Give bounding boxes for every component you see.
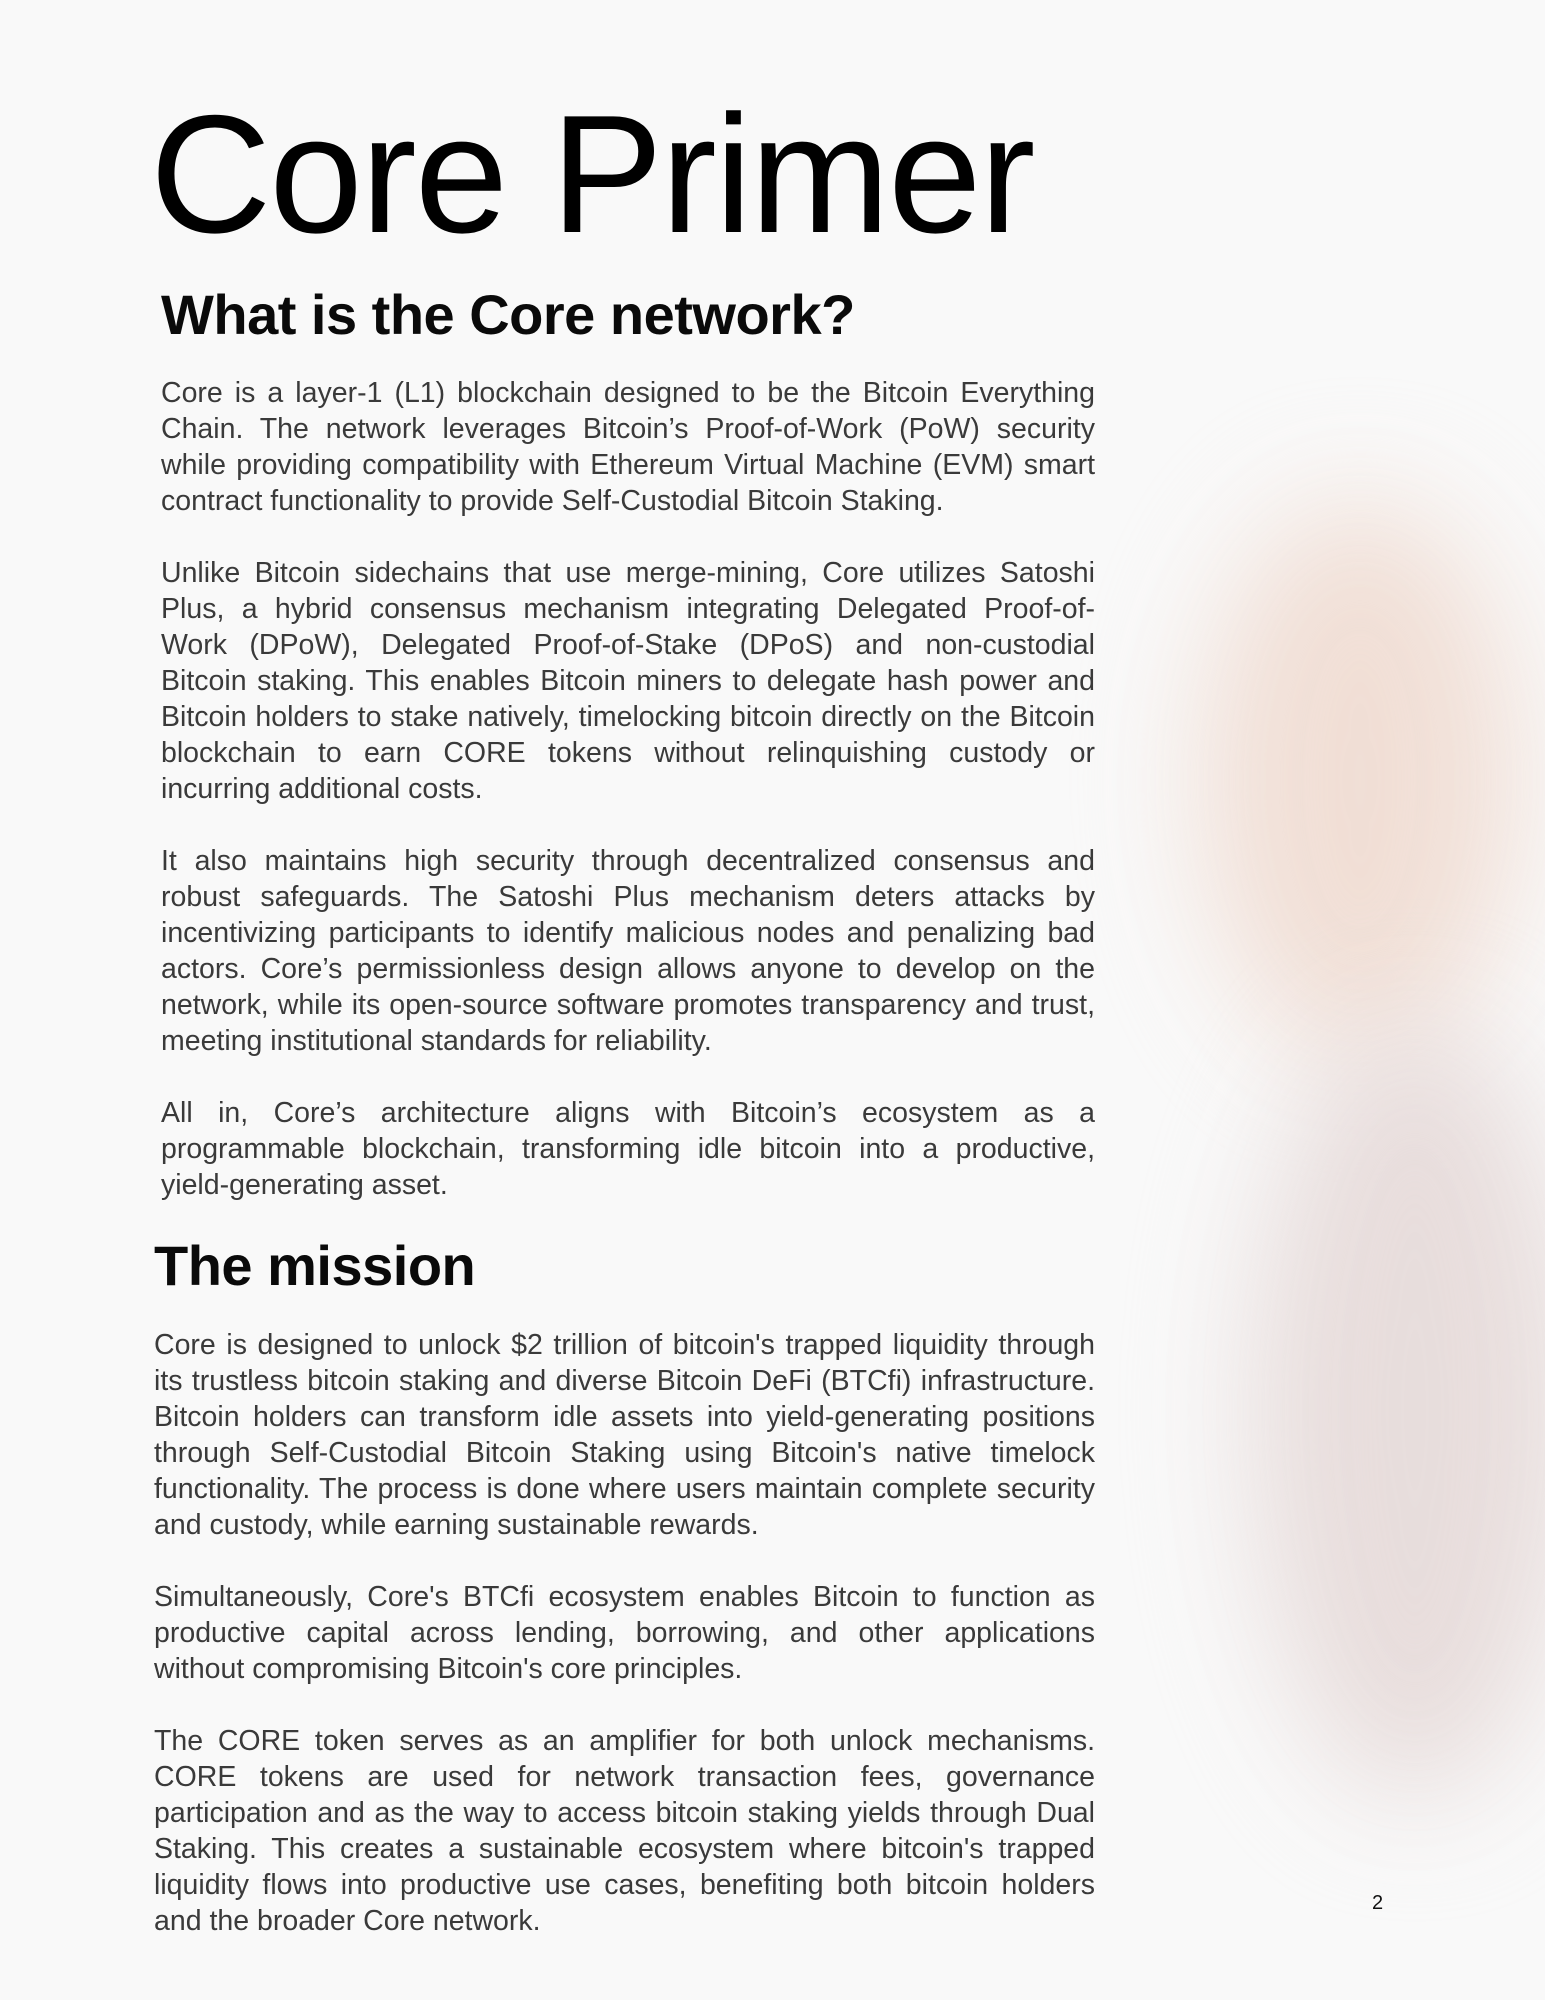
page-number: 2 bbox=[1372, 1892, 1384, 1914]
paragraph: Simultaneously, Core's BTCfi ecosystem enables Bitcoin to function as productive capital across lending, borrowing, and other applications without compromising Bitcoin's core principles. bbox=[154, 1581, 1095, 1685]
section-heading-mission: The mission bbox=[154, 1234, 476, 1297]
document-title: Core Primer bbox=[150, 80, 1034, 268]
section-body-mission bbox=[154, 1327, 1095, 1975]
paragraph: Core is a layer-1 (L1) blockchain designed to be the Bitcoin Everything Chain. The network leverages Bitcoin’s Proof-of-Work (PoW) security while providing compatibility with Ethereum Virtual Machine (EVM) smart contract functionality to provide Self-Custodial Bitcoin Staking. bbox=[161, 377, 1095, 517]
section-heading-core-network: What is the Core network? bbox=[161, 283, 855, 346]
paragraph: All in, Core’s architecture aligns with Bitcoin’s ecosystem as a programmable blockchain, transforming idle bitcoin into a productive, yield-generating asset. bbox=[161, 1097, 1095, 1201]
paragraph: Unlike Bitcoin sidechains that use merge-mining, Core utilizes Satoshi Plus, a hybrid consensus mechanism integrating Delegated Proof-of-Work (DPoW), Delegated Proof-of-Stake (DPoS) and non-custodial Bitcoin staking. This enables Bitcoin miners to delegate hash power and Bitcoin holders to stake natively, timelocking bitcoin directly on the Bitcoin blockchain to earn CORE tokens without relinquishing custody or incurring additional costs. bbox=[161, 557, 1095, 805]
paragraph: It also maintains high security through decentralized consensus and robust safeguards. The Satoshi Plus mechanism deters attacks by incentivizing participants to identify malicious nodes and penalizing bad actors. Core’s permissionless design allows anyone to develop on the network, while its open-source software promotes transparency and trust, meeting institutional standards for reliability. bbox=[161, 845, 1095, 1057]
background-gradient-bottom bbox=[1250, 1020, 1545, 1800]
background-gradient-top bbox=[1200, 500, 1520, 1060]
paragraph: The CORE token serves as an amplifier for both unlock mechanisms. CORE tokens are used for network transaction fees, governance participation and as the way to access bitcoin staking yields through Dual Staking. This creates a sustainable ecosystem where bitcoin's trapped liquidity flows into productive use cases, benefiting both bitcoin holders and the broader Core network. bbox=[154, 1725, 1095, 1937]
section-body-core-network bbox=[161, 375, 1095, 1239]
paragraph: Core is designed to unlock $2 trillion of bitcoin's trapped liquidity through its trustless bitcoin staking and diverse Bitcoin DeFi (BTCfi) infrastructure. Bitcoin holders can transform idle assets into yield-generating positions through Self-Custodial Bitcoin Staking using Bitcoin's native timelock functionality. The process is done where users maintain complete security and custody, while earning sustainable rewards. bbox=[154, 1329, 1095, 1541]
